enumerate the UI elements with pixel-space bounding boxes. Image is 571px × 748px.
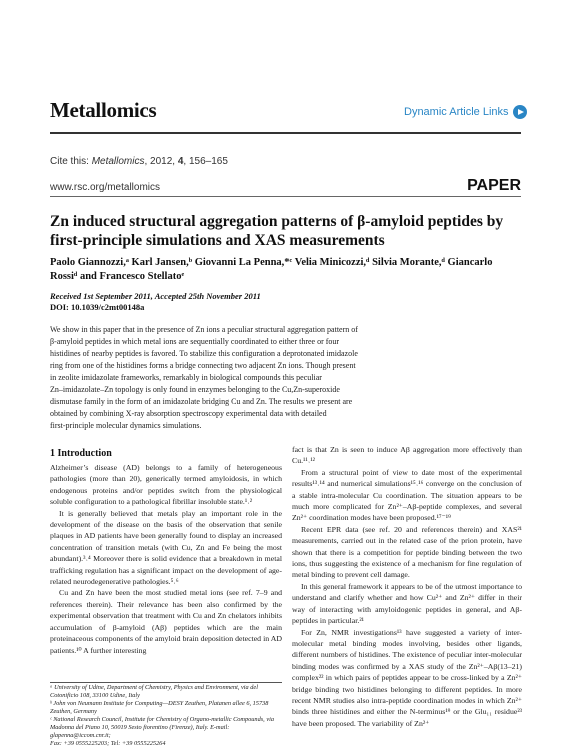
abstract-line: Zn–imidazolate–Zn topology is only found in enzymes belonging to the Cu,Zn-superoxide <box>50 385 340 394</box>
footnote: Fax: +39 0555225203; Tel: +39 0555225264 <box>50 740 166 747</box>
footnote: ᶜ National Research Council, Institute for Chemistry of Organo-metallic Compounds, via Madonna del Piano 10, 50019 Sesto fiorentino (Firenze), Italy. E-mail: glapenna@iccom.cnr.it; <box>50 716 275 739</box>
journal-website[interactable]: www.rsc.org/metallomics <box>50 182 161 193</box>
paragraph: For Zn, NMR investigations¹³ have suggested a variety of inter-molecular metal binding modes involving, besides other ligands, different numbers of histidines. The existence of peculiar inter-molecular binding modes was confirmed by a XAS study of the Zn²⁺–Aβ(13–21) complex²² in which pairs of peptides appear to be cross-linked by a Zn²⁺ bridge binding two histidines belonging to different peptides. In more recent NMR studies also intra-peptide coordination modes in which Zn²⁺ binds three histidines and either the N-terminus¹⁹ or the Glu₁₁ residue²³ have been proposed. The variability of Zn²⁺ <box>292 627 522 728</box>
journal-name: Metallomics <box>50 98 157 122</box>
cite-pages: , 156–165 <box>183 156 228 167</box>
abstract-line: dismutase family in the form of an imidazolate bridging Cu and Zn. The results we present are <box>50 397 353 406</box>
dynamic-article-links[interactable] <box>404 105 527 119</box>
paragraph: In this general framework it appears to be of the utmost importance to understand and clarify whether and how Cu²⁺ and Zn²⁺ differ in their way of interacting with amyloidogenic peptides in general, and Aβ-peptides in particular.²¹ <box>292 581 522 626</box>
body-column-right <box>292 444 522 729</box>
abstract-line: β-amyloid peptides in which metal ions are sequentially coordinated to either three or four <box>50 337 340 346</box>
abstract-line: histidines of nearby peptides is favored. To stabilize this configuration a deprotonated imidazole <box>50 349 358 358</box>
abstract-line: first-principle molecular dynamics simulations. <box>50 421 202 430</box>
dynamic-links-label: Dynamic Article Links <box>404 106 509 118</box>
paragraph: Cu and Zn have been the most studied metal ions (see ref. 7–9 and references therein). Their relevance has been also confirmed by the experimental observation that treatment with Cu and Zn chelators inhibits accumulation of β-amyloid (Aβ) peptides which are the main proteinaceous components of the amyloid brain deposition detected in AD patients.¹⁰ A further interesting <box>50 588 282 655</box>
abstract-line: in zeolite imidazolate frameworks, remarkably in biological compounds this peculiar <box>50 373 322 382</box>
received-accepted-dates: Received 1st September 2011, Accepted 25th November 2011 <box>50 291 261 301</box>
section-heading-introduction: 1 Introduction <box>50 448 112 459</box>
cite-rest: , 2012, <box>144 156 178 167</box>
abstract-line: obtained by combining X-ray absorption spectroscopy experimental data with detailed <box>50 409 327 418</box>
footnote: ᵇ John von Neumann Institute for Computing—DESY Zeuthen, Platanen allee 6, 15738 Zeuthen, Germany <box>50 700 269 715</box>
header-rule <box>50 132 521 134</box>
cite-journal: Metallomics <box>91 156 145 167</box>
abstract-line: We show in this paper that in the presence of Zn ions a peculiar structural aggregation pattern of <box>50 325 358 334</box>
article-type: PAPER <box>467 177 521 194</box>
paragraph: Alzheimer’s disease (AD) belongs to a family of heterogeneous pathologies (more than 20), generically termed amyloidosis, in which endogenous proteins and/or peptides switch from the physiological soluble configuration to a pathological fibrillar insoluble state.¹˒² <box>50 463 282 507</box>
paragraph: Recent EPR data (see ref. 20 and references therein) and XAS²¹ measurements, carried out in the related case of the prion protein, have shown that there is a competition for peptide binding between the two ions, thus suggesting the existence of a mechanism for fine regulation of metal binding to prevent cell damage. <box>292 524 522 580</box>
doi[interactable]: DOI: 10.1039/c2mt00148a <box>50 302 145 312</box>
paragraph: fact is that Zn is seen to induce Aβ aggregation more effectively than Cu.¹¹˒¹² <box>292 445 522 466</box>
abstract-line: ring from one of the histidines forms a bridge connecting two adjacent Zn ions. Though present <box>50 361 356 370</box>
footnote: ᵃ University of Udine, Department of Chemistry, Physics and Environment, via del Cotonificio 108, 33100 Udine, Italy <box>50 684 258 699</box>
cite-prefix: Cite this: <box>50 156 92 167</box>
affiliation-footnotes <box>50 684 282 748</box>
paragraph: From a structural point of view to date most of the experimental results¹³˒¹⁴ and numerical simulations¹⁵˒¹⁶ converge on the conclusion of a stable intra-molecular Cu coordination. The situation appears to be much more complicated for Zn²⁺–Aβ-peptide complexes, and several Zn²⁺ coordination modes have been proposed.¹⁷⁻¹⁹ <box>292 467 522 523</box>
author-list: Paolo Giannozzi,ᵃ Karl Jansen,ᵇ Giovanni La Penna,*ᶜ Velia Minicozzi,ᵈ Silvia Morante,ᵈ Giancarlo Rossiᵈ and Francesco Stellatoᵉ <box>50 257 493 282</box>
cite-volume: 4 <box>177 156 184 167</box>
citation-line <box>50 156 228 167</box>
subheader-rule <box>50 196 521 197</box>
abstract <box>50 324 450 432</box>
footnote-rule <box>50 682 282 683</box>
article-title: Zn induced structural aggregation patterns of β-amyloid peptides by first-principle simulations and XAS measurements <box>50 213 504 249</box>
play-circle-icon <box>513 105 527 119</box>
body-column-left <box>50 462 282 656</box>
paragraph: It is generally believed that metals play an important role in the development of the disease on the basis of the observation that senile plaques in AD patients have been generally found to display an increased concentration of transition metals (with Cu, Zn and Fe being the most abundant).³˒⁴ Moreover there is solid evidence that a breakdown in metal trafficking regulation has a significant impact on the development of age-related neurodegenerative pathologies.⁵˒⁶ <box>50 508 282 587</box>
